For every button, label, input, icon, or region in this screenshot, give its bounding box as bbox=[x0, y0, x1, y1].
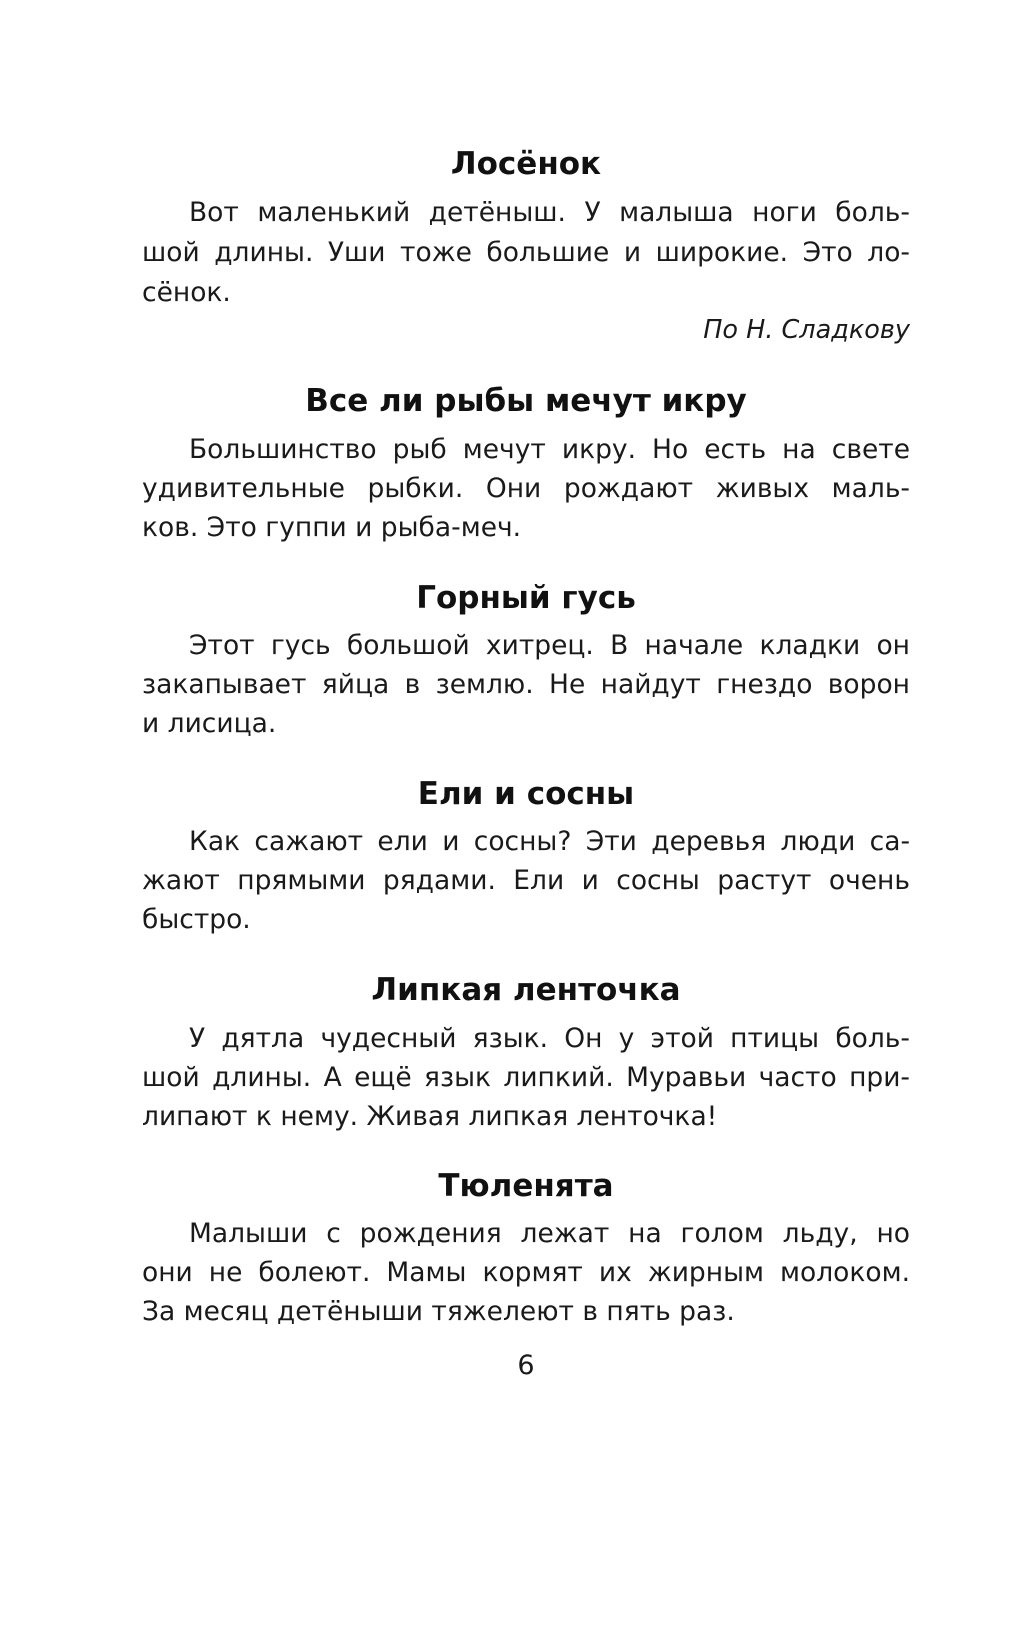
paragraph-line: ков. Это гуппи и рыба-меч. bbox=[142, 512, 522, 543]
paragraph-line: У дятла чудесный язык. Он у этой птицы боль- bbox=[189, 1023, 910, 1054]
section-title-gorny-gus: Горный гусь bbox=[416, 580, 636, 616]
section-title-eli-sosny: Ели и сосны bbox=[417, 776, 635, 812]
paragraph-line: липают к нему. Живая липкая ленточка! bbox=[142, 1101, 718, 1132]
paragraph-line: шой длины. Уши тоже большие и широкие. Это ло- bbox=[142, 237, 910, 268]
paragraph-line: жают прямыми рядами. Ели и сосны растут очень bbox=[142, 865, 910, 896]
paragraph-line: шой длины. А ещё язык липкий. Муравьи часто при- bbox=[142, 1062, 910, 1093]
paragraph-line: За месяц детёныши тяжелеют в пять раз. bbox=[142, 1296, 735, 1327]
paragraph-line: Как сажают ели и сосны? Эти деревья люди са- bbox=[189, 826, 910, 857]
paragraph-line: Этот гусь большой хитрец. В начале кладки он bbox=[189, 630, 910, 661]
section-title-lipkaya-lentochka: Липкая ленточка bbox=[371, 972, 681, 1008]
paragraph-line: они не болеют. Мамы кормят их жирным молоком. bbox=[142, 1257, 910, 1288]
section-title-tyulenyata: Тюленята bbox=[438, 1168, 614, 1204]
paragraph-line: и лисица. bbox=[142, 708, 277, 739]
paragraph-line: сёнок. bbox=[142, 277, 231, 308]
section-title-losyonok: Лосёнок bbox=[450, 146, 602, 182]
author-attribution: По Н. Сладкову bbox=[703, 315, 910, 345]
paragraph-line: Большинство рыб мечут икру. Но есть на свете bbox=[189, 434, 910, 465]
paragraph-line: закапывает яйца в землю. Не найдут гнездо ворон bbox=[142, 669, 910, 700]
page-number: 6 bbox=[517, 1350, 535, 1381]
section-title-ryby: Все ли рыбы мечут икру bbox=[305, 383, 747, 419]
paragraph-line: удивительные рыбки. Они рождают живых маль- bbox=[142, 473, 910, 504]
paragraph-line: быстро. bbox=[142, 904, 251, 935]
paragraph-line: Вот маленький детёныш. У малыша ноги боль- bbox=[189, 197, 910, 228]
paragraph-line: Малыши с рождения лежат на голом льду, но bbox=[189, 1218, 910, 1249]
